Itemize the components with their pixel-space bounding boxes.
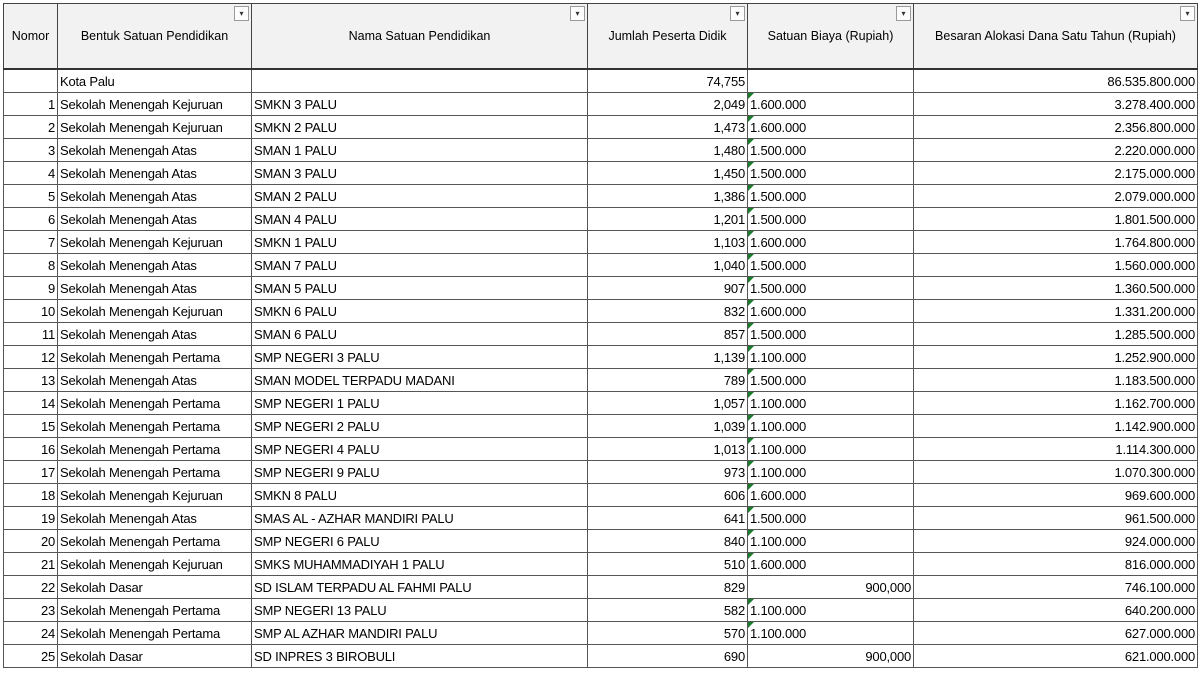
- cell-nomor[interactable]: 14: [4, 392, 58, 415]
- cell-nama[interactable]: SMP AL AZHAR MANDIRI PALU: [252, 622, 588, 645]
- cell-satuan[interactable]: 1.600.000: [748, 484, 914, 507]
- cell-besaran[interactable]: 1.331.200.000: [914, 300, 1198, 323]
- cell-nama[interactable]: SMP NEGERI 9 PALU: [252, 461, 588, 484]
- cell-bentuk[interactable]: Sekolah Menengah Atas: [58, 277, 252, 300]
- cell-nomor[interactable]: 12: [4, 346, 58, 369]
- cell-nomor[interactable]: 19: [4, 507, 58, 530]
- cell-satuan[interactable]: 1.100.000: [748, 530, 914, 553]
- cell-jumlah[interactable]: 789: [588, 369, 748, 392]
- table-row: [4, 553, 1198, 576]
- table-row: [4, 231, 1198, 254]
- cell-besaran[interactable]: 2.356.800.000: [914, 116, 1198, 139]
- cell-besaran[interactable]: 746.100.000: [914, 576, 1198, 599]
- cell-bentuk[interactable]: Sekolah Menengah Pertama: [58, 622, 252, 645]
- cell-nama[interactable]: SMAN 4 PALU: [252, 208, 588, 231]
- cell-besaran[interactable]: 640.200.000: [914, 599, 1198, 622]
- cell-bentuk[interactable]: Sekolah Menengah Pertama: [58, 461, 252, 484]
- cell-nama[interactable]: SMKN 2 PALU: [252, 116, 588, 139]
- cell-bentuk[interactable]: Sekolah Menengah Kejuruan: [58, 231, 252, 254]
- cell-nama[interactable]: SMP NEGERI 6 PALU: [252, 530, 588, 553]
- cell-bentuk[interactable]: Sekolah Menengah Kejuruan: [58, 300, 252, 323]
- cell-jumlah[interactable]: 606: [588, 484, 748, 507]
- cell-bentuk[interactable]: Sekolah Menengah Kejuruan: [58, 93, 252, 116]
- cell-nama[interactable]: SMAN 1 PALU: [252, 139, 588, 162]
- cell-jumlah[interactable]: 1,013: [588, 438, 748, 461]
- cell-jumlah[interactable]: 829: [588, 576, 748, 599]
- cell-satuan[interactable]: 1.100.000: [748, 461, 914, 484]
- cell-nomor[interactable]: 20: [4, 530, 58, 553]
- cell-bentuk[interactable]: Sekolah Menengah Kejuruan: [58, 116, 252, 139]
- cell-bentuk[interactable]: Sekolah Menengah Pertama: [58, 530, 252, 553]
- header-jumlah[interactable]: [588, 4, 748, 70]
- cell-nomor[interactable]: 15: [4, 415, 58, 438]
- cell-bentuk[interactable]: Sekolah Menengah Atas: [58, 162, 252, 185]
- cell-satuan[interactable]: 1.100.000: [748, 392, 914, 415]
- cell-jumlah[interactable]: 582: [588, 599, 748, 622]
- cell-jumlah[interactable]: 1,473: [588, 116, 748, 139]
- cell-nomor[interactable]: 25: [4, 645, 58, 668]
- table-row: [4, 277, 1198, 300]
- header-nomor-label: Nomor: [11, 29, 50, 43]
- cell-jumlah[interactable]: 1,201: [588, 208, 748, 231]
- cell-nomor[interactable]: [4, 69, 58, 93]
- cell-satuan[interactable]: 1.500.000: [748, 185, 914, 208]
- cell-satuan[interactable]: [748, 69, 914, 93]
- filter-besaran-dropdown-arrow-icon[interactable]: ▾: [1180, 6, 1195, 21]
- cell-jumlah[interactable]: 832: [588, 300, 748, 323]
- cell-bentuk[interactable]: Sekolah Menengah Kejuruan: [58, 484, 252, 507]
- cell-nama[interactable]: SMAN 2 PALU: [252, 185, 588, 208]
- cell-nomor[interactable]: 23: [4, 599, 58, 622]
- cell-bentuk[interactable]: Sekolah Menengah Pertama: [58, 392, 252, 415]
- cell-nama[interactable]: SD INPRES 3 BIROBULI: [252, 645, 588, 668]
- cell-besaran[interactable]: 2.079.000.000: [914, 185, 1198, 208]
- cell-jumlah[interactable]: 907: [588, 277, 748, 300]
- cell-satuan[interactable]: 1.100.000: [748, 415, 914, 438]
- cell-nomor[interactable]: 17: [4, 461, 58, 484]
- cell-bentuk[interactable]: Sekolah Menengah Atas: [58, 185, 252, 208]
- cell-nama[interactable]: SMKS MUHAMMADIYAH 1 PALU: [252, 553, 588, 576]
- cell-jumlah[interactable]: 1,386: [588, 185, 748, 208]
- header-bentuk-label: Bentuk Satuan Pendidikan: [80, 29, 229, 43]
- cell-satuan[interactable]: 1.500.000: [748, 507, 914, 530]
- table-row: [4, 484, 1198, 507]
- cell-besaran[interactable]: 621.000.000: [914, 645, 1198, 668]
- cell-satuan[interactable]: 1.100.000: [748, 438, 914, 461]
- cell-nomor[interactable]: 22: [4, 576, 58, 599]
- cell-satuan[interactable]: 1.500.000: [748, 323, 914, 346]
- cell-bentuk[interactable]: Sekolah Menengah Atas: [58, 507, 252, 530]
- table-row: [4, 622, 1198, 645]
- cell-besaran[interactable]: 1.070.300.000: [914, 461, 1198, 484]
- cell-besaran[interactable]: 816.000.000: [914, 553, 1198, 576]
- cell-bentuk[interactable]: Kota Palu: [58, 69, 252, 93]
- cell-nomor[interactable]: 21: [4, 553, 58, 576]
- cell-jumlah[interactable]: 1,039: [588, 415, 748, 438]
- cell-besaran[interactable]: 627.000.000: [914, 622, 1198, 645]
- table-row: [4, 208, 1198, 231]
- cell-besaran[interactable]: 2.175.000.000: [914, 162, 1198, 185]
- cell-nama[interactable]: SMP NEGERI 13 PALU: [252, 599, 588, 622]
- cell-nama[interactable]: SMP NEGERI 1 PALU: [252, 392, 588, 415]
- cell-satuan[interactable]: 1.500.000: [748, 254, 914, 277]
- header-satuan-label: Satuan Biaya (Rupiah): [767, 29, 894, 43]
- cell-bentuk[interactable]: Sekolah Menengah Pertama: [58, 346, 252, 369]
- cell-besaran[interactable]: 1.252.900.000: [914, 346, 1198, 369]
- cell-jumlah[interactable]: 1,480: [588, 139, 748, 162]
- cell-nomor[interactable]: 13: [4, 369, 58, 392]
- table-row: [4, 93, 1198, 116]
- cell-besaran[interactable]: 3.278.400.000: [914, 93, 1198, 116]
- header-jumlah-label: Jumlah Peserta Didik: [608, 29, 727, 43]
- cell-nomor[interactable]: 8: [4, 254, 58, 277]
- cell-satuan[interactable]: 1.500.000: [748, 277, 914, 300]
- table-row: [4, 346, 1198, 369]
- cell-nama[interactable]: SMP NEGERI 2 PALU: [252, 415, 588, 438]
- cell-nomor[interactable]: 7: [4, 231, 58, 254]
- cell-jumlah[interactable]: 2,049: [588, 93, 748, 116]
- cell-satuan[interactable]: 1.600.000: [748, 93, 914, 116]
- table-row: [4, 116, 1198, 139]
- header-besaran[interactable]: [914, 4, 1198, 70]
- cell-nama[interactable]: SMAN 7 PALU: [252, 254, 588, 277]
- cell-nama[interactable]: SMP NEGERI 4 PALU: [252, 438, 588, 461]
- cell-besaran[interactable]: 1.162.700.000: [914, 392, 1198, 415]
- cell-nama[interactable]: SMAN 3 PALU: [252, 162, 588, 185]
- cell-besaran[interactable]: 1.285.500.000: [914, 323, 1198, 346]
- cell-bentuk[interactable]: Sekolah Dasar: [58, 576, 252, 599]
- cell-bentuk[interactable]: Sekolah Menengah Atas: [58, 139, 252, 162]
- cell-nama[interactable]: SMKN 8 PALU: [252, 484, 588, 507]
- cell-nomor[interactable]: 6: [4, 208, 58, 231]
- table-row: [4, 461, 1198, 484]
- cell-nama[interactable]: SMP NEGERI 3 PALU: [252, 346, 588, 369]
- cell-besaran[interactable]: 1.360.500.000: [914, 277, 1198, 300]
- cell-besaran[interactable]: 1.764.800.000: [914, 231, 1198, 254]
- cell-satuan[interactable]: 900,000: [748, 645, 914, 668]
- table-row: [4, 599, 1198, 622]
- cell-satuan[interactable]: 1.500.000: [748, 208, 914, 231]
- table-row: [4, 392, 1198, 415]
- cell-jumlah[interactable]: 1,103: [588, 231, 748, 254]
- cell-bentuk[interactable]: Sekolah Menengah Atas: [58, 323, 252, 346]
- cell-satuan[interactable]: 1.500.000: [748, 139, 914, 162]
- cell-nama[interactable]: SMAS AL - AZHAR MANDIRI PALU: [252, 507, 588, 530]
- cell-jumlah[interactable]: 1,040: [588, 254, 748, 277]
- cell-satuan[interactable]: 1.500.000: [748, 369, 914, 392]
- cell-nama[interactable]: [252, 69, 588, 93]
- cell-jumlah[interactable]: 1,139: [588, 346, 748, 369]
- cell-nomor[interactable]: 1: [4, 93, 58, 116]
- header-satuan[interactable]: [748, 4, 914, 70]
- table-row: [4, 415, 1198, 438]
- cell-besaran[interactable]: 86.535.800.000: [914, 69, 1198, 93]
- spreadsheet-table: [3, 3, 1198, 668]
- summary-row: [4, 69, 1198, 93]
- cell-nama[interactable]: SD ISLAM TERPADU AL FAHMI PALU: [252, 576, 588, 599]
- cell-nomor[interactable]: 24: [4, 622, 58, 645]
- cell-nomor[interactable]: 5: [4, 185, 58, 208]
- header-besaran-label: Besaran Alokasi Dana Satu Tahun (Rupiah): [935, 29, 1176, 43]
- cell-satuan[interactable]: 1.600.000: [748, 300, 914, 323]
- cell-bentuk[interactable]: Sekolah Menengah Kejuruan: [58, 553, 252, 576]
- filter-nama-dropdown-arrow-icon[interactable]: ▾: [570, 6, 585, 21]
- cell-besaran[interactable]: 1.183.500.000: [914, 369, 1198, 392]
- cell-satuan[interactable]: 1.500.000: [748, 162, 914, 185]
- cell-besaran[interactable]: 1.801.500.000: [914, 208, 1198, 231]
- cell-bentuk[interactable]: Sekolah Menengah Atas: [58, 208, 252, 231]
- table-row: [4, 507, 1198, 530]
- filter-satuan-dropdown-arrow-icon[interactable]: ▾: [896, 6, 911, 21]
- cell-besaran[interactable]: 969.600.000: [914, 484, 1198, 507]
- cell-satuan[interactable]: 1.100.000: [748, 599, 914, 622]
- table-row: [4, 323, 1198, 346]
- cell-besaran[interactable]: 961.500.000: [914, 507, 1198, 530]
- cell-bentuk[interactable]: Sekolah Dasar: [58, 645, 252, 668]
- cell-satuan[interactable]: 900,000: [748, 576, 914, 599]
- table-row: [4, 254, 1198, 277]
- cell-jumlah[interactable]: 74,755: [588, 69, 748, 93]
- cell-satuan[interactable]: 1.600.000: [748, 553, 914, 576]
- cell-nama[interactable]: SMAN 5 PALU: [252, 277, 588, 300]
- header-bentuk[interactable]: [58, 4, 252, 70]
- cell-jumlah[interactable]: 690: [588, 645, 748, 668]
- cell-jumlah[interactable]: 510: [588, 553, 748, 576]
- cell-nomor[interactable]: 3: [4, 139, 58, 162]
- filter-bentuk-dropdown-arrow-icon[interactable]: ▾: [234, 6, 249, 21]
- header-row: [4, 4, 1198, 70]
- cell-jumlah[interactable]: 840: [588, 530, 748, 553]
- table-row: [4, 185, 1198, 208]
- cell-jumlah[interactable]: 641: [588, 507, 748, 530]
- table-row: [4, 576, 1198, 599]
- cell-nomor[interactable]: 11: [4, 323, 58, 346]
- cell-satuan[interactable]: 1.100.000: [748, 346, 914, 369]
- cell-besaran[interactable]: 924.000.000: [914, 530, 1198, 553]
- cell-bentuk[interactable]: Sekolah Menengah Pertama: [58, 415, 252, 438]
- cell-besaran[interactable]: 1.114.300.000: [914, 438, 1198, 461]
- cell-jumlah[interactable]: 973: [588, 461, 748, 484]
- cell-nomor[interactable]: 16: [4, 438, 58, 461]
- table-row: [4, 645, 1198, 668]
- cell-nama[interactable]: SMAN 6 PALU: [252, 323, 588, 346]
- table-row: [4, 300, 1198, 323]
- cell-satuan[interactable]: 1.600.000: [748, 231, 914, 254]
- cell-bentuk[interactable]: Sekolah Menengah Pertama: [58, 438, 252, 461]
- cell-satuan[interactable]: 1.100.000: [748, 622, 914, 645]
- table-row: [4, 139, 1198, 162]
- cell-bentuk[interactable]: Sekolah Menengah Atas: [58, 369, 252, 392]
- cell-bentuk[interactable]: Sekolah Menengah Atas: [58, 254, 252, 277]
- cell-besaran[interactable]: 1.560.000.000: [914, 254, 1198, 277]
- cell-besaran[interactable]: 1.142.900.000: [914, 415, 1198, 438]
- table-row: [4, 530, 1198, 553]
- cell-nomor[interactable]: 2: [4, 116, 58, 139]
- table-row: [4, 369, 1198, 392]
- cell-nama[interactable]: SMKN 3 PALU: [252, 93, 588, 116]
- cell-nomor[interactable]: 10: [4, 300, 58, 323]
- cell-jumlah[interactable]: 1,057: [588, 392, 748, 415]
- table-row: [4, 438, 1198, 461]
- cell-nomor[interactable]: 9: [4, 277, 58, 300]
- cell-jumlah[interactable]: 1,450: [588, 162, 748, 185]
- cell-nama[interactable]: SMKN 1 PALU: [252, 231, 588, 254]
- cell-jumlah[interactable]: 570: [588, 622, 748, 645]
- cell-jumlah[interactable]: 857: [588, 323, 748, 346]
- cell-besaran[interactable]: 2.220.000.000: [914, 139, 1198, 162]
- cell-nama[interactable]: SMKN 6 PALU: [252, 300, 588, 323]
- cell-nomor[interactable]: 18: [4, 484, 58, 507]
- header-nomor[interactable]: [4, 4, 58, 70]
- filter-jumlah-dropdown-arrow-icon[interactable]: ▾: [730, 6, 745, 21]
- header-nama-label: Nama Satuan Pendidikan: [348, 29, 491, 43]
- table-row: [4, 162, 1198, 185]
- cell-nomor[interactable]: 4: [4, 162, 58, 185]
- cell-bentuk[interactable]: Sekolah Menengah Pertama: [58, 599, 252, 622]
- cell-nama[interactable]: SMAN MODEL TERPADU MADANI: [252, 369, 588, 392]
- cell-satuan[interactable]: 1.600.000: [748, 116, 914, 139]
- header-nama[interactable]: [252, 4, 588, 70]
